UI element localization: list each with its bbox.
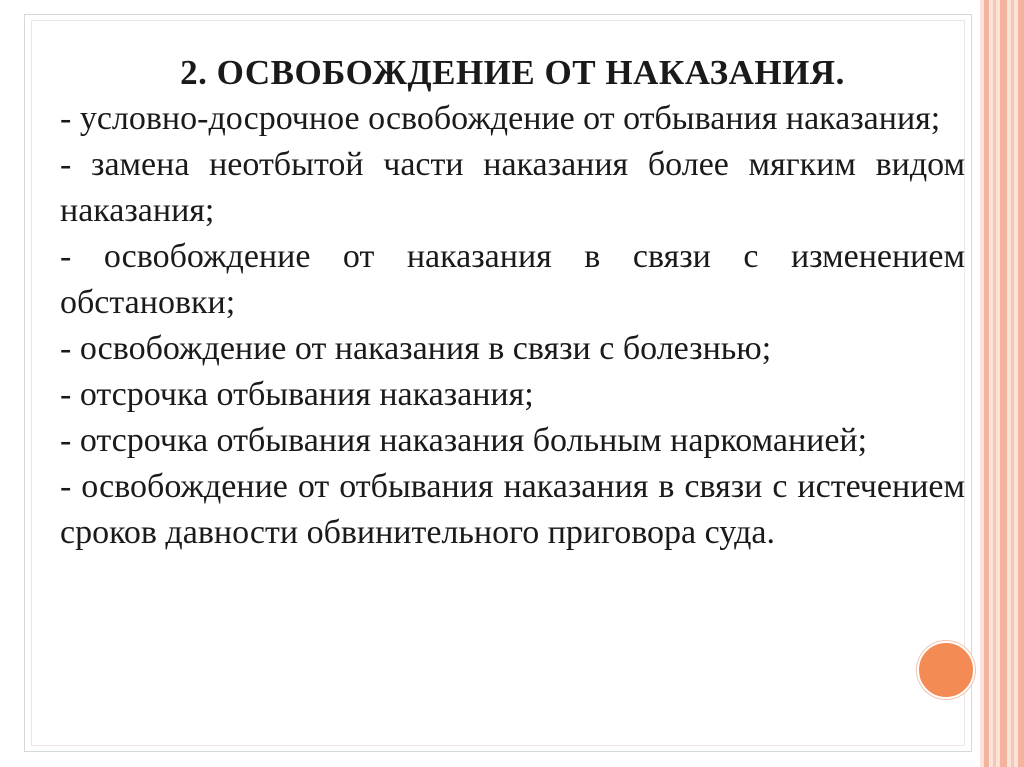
stripe [1000,0,1007,767]
decorative-circle [917,641,975,699]
list-item: - отсрочка отбывания наказания; [60,376,534,413]
stripe [984,0,989,767]
slide-content [60,46,965,556]
stripe [1018,0,1024,767]
stripe [1011,0,1014,767]
list-item: - освобождение от отбывания наказания в связи с истечением сроков давности обвинительного приговора суда. [60,468,965,551]
item-list [60,96,965,556]
list-item: - отсрочка отбывания наказания больным наркоманией; [60,422,868,459]
list-item: - освобождение от наказания в связи с изменением обстановки; [60,238,965,321]
stripe [993,0,996,767]
list-item: - условно-досрочное освобождение от отбывания наказания; [60,100,941,137]
list-item: - освобождение от наказания в связи с болезнью; [60,330,772,367]
list-item: - замена неотбытой части наказания более мягким видом наказания; [60,146,965,229]
slide-title: 2. ОСВОБОЖДЕНИЕ ОТ НАКАЗАНИЯ. [180,53,845,92]
